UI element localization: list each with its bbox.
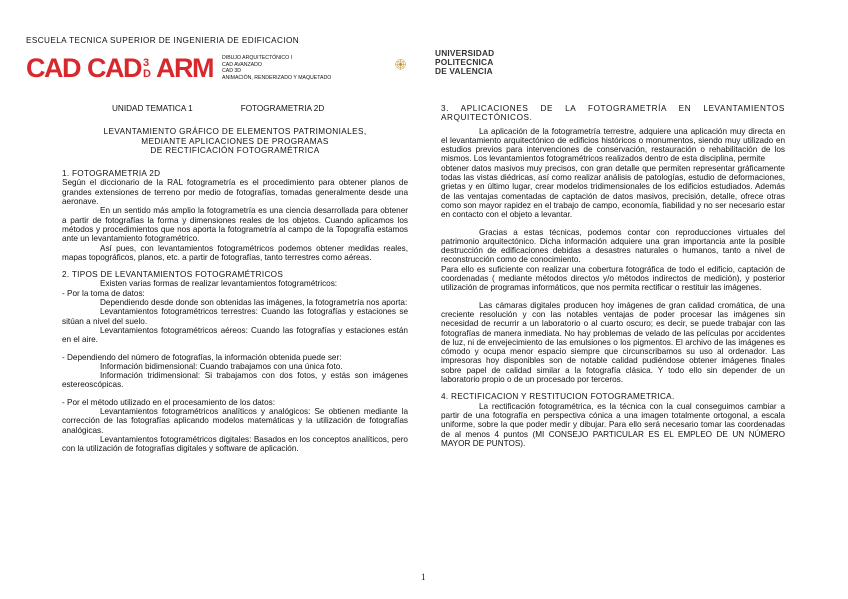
course-item: DIBUJO ARQUITECTÓNICO I <box>222 55 293 61</box>
course-item: CAD 3D <box>222 68 242 75</box>
course-item: CAD AVANZADO <box>222 61 262 68</box>
paragraph: Existen varias formas de realizar levantamientos fotogramétricos: <box>100 279 338 289</box>
unit-header <box>62 104 408 113</box>
document-title: LEVANTAMIENTO GRÁFICO DE ELEMENTOS PATRIMONIALES, MEDIANTE APLICACIONES DE PROGRAMAS DE RECTIFICACIÓN FOTOGRAMÉTRICA <box>103 127 367 155</box>
svg-text:ARM: ARM <box>156 55 213 79</box>
svg-text:D: D <box>143 68 151 79</box>
svg-text:CAD: CAD <box>87 55 141 79</box>
paragraph: Levantamientos fotogramétricos digitales: Basados en los conceptos analíticos, pero con la utilización de fotografías digitales y software de aplicación. <box>62 434 408 454</box>
school-name: ESCUELA TECNICA SUPERIOR DE INGENIERIA DE EDIFICACION <box>26 36 300 45</box>
paragraph: Para ello es suficiente con realizar una cobertura fotográfica de todo el edificio, captación de coordenadas ( mediante métodos directos y/o métodos indirectos de medición), y posterior utilización de programas informáticos, que nos permita rectificar o restituir las imágenes. <box>441 264 785 293</box>
course-item: ANIMACIÓN, RENDERIZADO Y MAQUETADO <box>222 74 332 81</box>
paragraph: obtener datos masivos muy precisos, con gran detalle que permiten representar gráficamente todas las vistas diédricas, así como realizar análisis de patologías, estudio de deformaciones, grietas y en último lugar, crear modelos tridimensionales de los edificios estudiados. Además de las ventajas comentadas de captación de datos masivos, precisión, detalle, ofrece otras como son mayor rapidez en el trabajo de campo, economía, fiabilidad y no ser necesario estar en contacto con el objeto a levantar. <box>441 163 785 220</box>
svg-text:CAD: CAD <box>26 55 80 79</box>
paragraph: Información tridimensional: Si trabajamos con dos fotos, y estás son imágenes estereoscópicas. <box>62 371 408 390</box>
page-number: 1 <box>421 572 426 582</box>
paragraph: La aplicación de la fotogrametría terrestre, adquiere una aplicación muy directa en el levantamiento arquitectónico de edificios históricos o monumentos, siendo muy utilizado en estudios previos para intervenciones de conservación, restauración o rehabilitación de los mismos. Los levantamientos fotogramétricos realizados dentro de esta disciplina, permite <box>441 126 785 164</box>
paragraph: Levantamientos fotogramétricos analíticos y analógicos: Se obtienen mediante la corrección de las fotografías aplicando modelos matemáticas y la utilización de fotografías analógicas. <box>62 407 408 435</box>
section-2-title: 2. TIPOS DE LEVANTAMIENTOS FOTOGRAMÉTRICOS <box>62 270 284 280</box>
paragraph: Según el diccionario de la RAL fotogrametría es el procedimiento para obtener planos de grandes extensiones de terreno por medio de fotografías, tomadas generalmente desde una aeronave. <box>62 178 408 207</box>
right-column <box>441 104 785 448</box>
paragraph: Levantamientos fotogramétricos aéreos: Cuando las fotografías y estaciones están en el aire. <box>62 325 408 345</box>
section-1-title: 1. FOTOGRAMETRIA 2D <box>62 169 161 179</box>
unit-label: UNIDAD TEMATICA 1 <box>112 104 193 113</box>
topic-label: FOTOGRAMETRIA 2D <box>240 104 325 113</box>
upv-crest-icon <box>395 47 431 82</box>
paragraph: Información bidimensional: Cuando trabajamos con una única foto. <box>100 361 343 371</box>
paragraph: - Dependiendo del número de fotografías, la información obtenida puede ser: <box>62 352 342 362</box>
paragraph: Dependiendo desde donde son obtenidas las imágenes, la fotogrametría nos aporta: <box>100 298 408 308</box>
left-column <box>62 104 408 454</box>
section-3-title: 3. APLICACIONES DE LA FOTOGRAMETRÍA EN LEVANTAMIENTOS ARQUITECTÓNICOS. <box>441 104 785 123</box>
university-name: UNIVERSIDAD POLITECNICA DE VALENCIA <box>435 48 495 77</box>
paragraph: La rectificación fotogramétrica, es la técnica con la cual conseguimos cambiar a partir de una fotografía en perspectiva cónica a una imagen totalmente ortogonal, a escala uniforme, sobre la que poder medir y dibujar. Para ello será necesario tomar las coordenadas de al menos 4 puntos (MI CONSEJO PARTICULAR ES EL EMPLEO DE UN NÚMERO MAYOR DE PUNTOS). <box>441 401 785 448</box>
cad-arm-logo <box>26 55 216 79</box>
paragraph: - Por el método utilizado en el procesamiento de los datos: <box>62 397 275 407</box>
paragraph: Gracias a estas técnicas, podemos contar con reproducciones virtuales del patrimonio arquitectónico. Dicha información adquiere una gran importancia ante la posible destrucción de edificaciones debidas a desastres naturales o humanos, tanto a nivel de reconstrucción como de conocimiento. <box>441 227 785 265</box>
paragraph: - Por la toma de datos: <box>62 288 145 298</box>
svg-text:3: 3 <box>143 57 150 69</box>
paragraph: Las cámaras digitales producen hoy imágenes de gran calidad cromática, de una creciente resolución y con las notables ventajas de poder procesar las imágenes sin necesidad de recurrir a un laboratorio o al cuarto oscuro; es decir, se puede trabajar con las fotografías de manera inmediata. No hay problemas de velado de las películas por accidentes de luz, ni de envejecimiento de las emulsiones o los pigmentos. El archivo de las imágenes es cómodo y ocupa menor espacio siempre que circunscribamos su uso al ordenador. Las impresoras hoy disponibles son de notable calidad pudiéndose obtener imágenes finales sobre papel de calidad similar a la fotografía clásica. Y todo ello sin depender de un laboratorio propio o de un procesado por terceros. <box>441 300 785 385</box>
course-list <box>222 55 331 81</box>
paragraph: En un sentido más amplio la fotogrametría es una ciencia desarrollada para obtener a partir de fotografías la forma y dimensiones reales de los objetos. Cuando aplicamos los métodos y procedimientos que nos aporta la fotogrametría al campo de la Topografía estamos ante un levantamiento fotogramétrico. <box>62 206 408 244</box>
paragraph: Levantamientos fotogramétricos terrestres: Cuando las fotografías y estaciones se sitúan a nivel del suelo. <box>62 307 408 326</box>
section-4-title: 4. RECTIFICACION Y RESTITUCION FOTOGRAMETRICA. <box>441 392 675 402</box>
paragraph: Así pues, con levantamientos fotogramétricos podemos obtener medidas reales, mapas topográficos, planos, etc. a partir de fotografías, tanto terrestres como aéreas. <box>62 243 408 262</box>
